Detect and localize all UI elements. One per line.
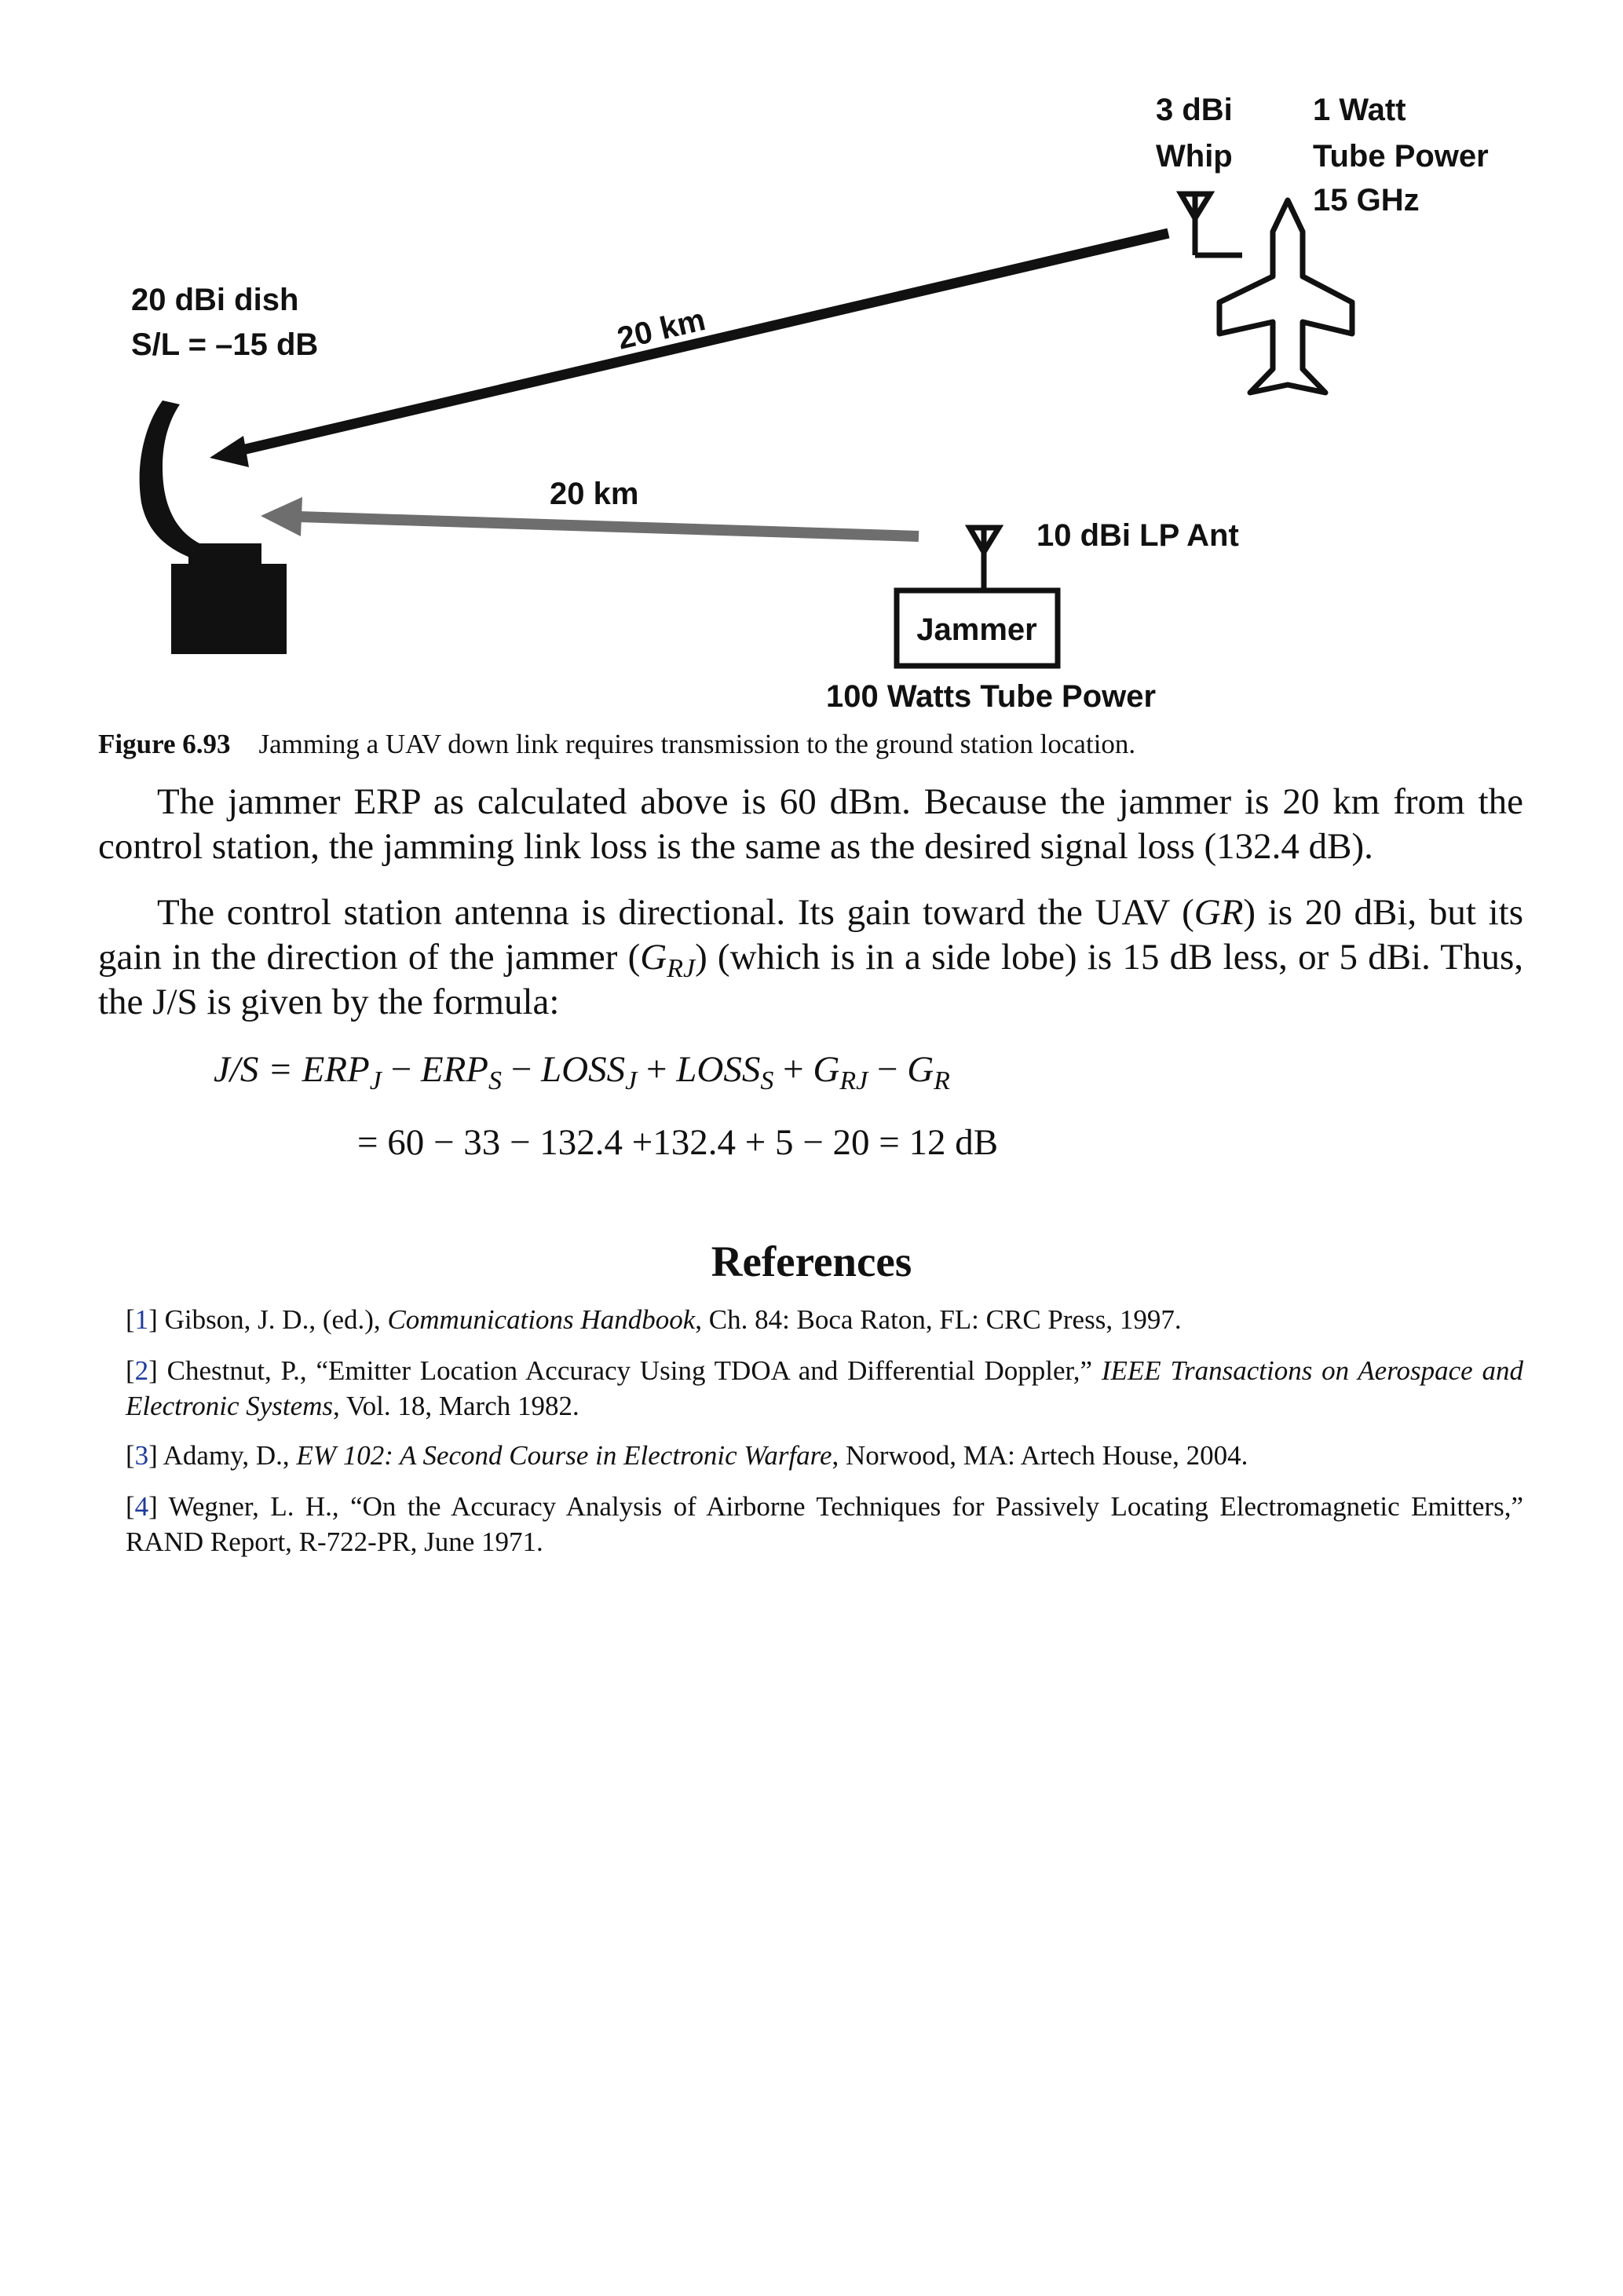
paragraph-antenna-gain	[98, 890, 1523, 1025]
whip-antenna-icon	[1181, 194, 1242, 255]
formula-term-losss-sub: S	[760, 1066, 774, 1095]
formula-term-grj-base: G	[813, 1049, 840, 1090]
reference-item: [4] Wegner, L. H., “On the Accuracy Analysis of Airborne Techniques for Passively Locating Electromagnetic Emitters,” RAND Report, R-722-PR, June 1971.	[126, 1491, 1523, 1557]
reference-text: Wegner, L. H., “On the Accuracy Analysis of Airborne Techniques for Passively Locating Electromagnetic Emitters,” RAND Report, R-722-PR, June 1971.	[126, 1491, 1523, 1557]
reference-item: [2] Chestnut, P., “Emitter Location Accuracy Using TDOA and Differential Doppler,” IEEE Transactions on Aerospace and Electronic Systems, Vol. 18, March 1982.	[126, 1355, 1524, 1421]
reference-number[interactable]: 2	[134, 1355, 149, 1386]
formula-op4: +	[773, 1049, 813, 1090]
uav-power-label-line2: Tube Power	[1313, 139, 1489, 174]
formula-op2: −	[502, 1049, 542, 1090]
reference-text: Gibson, J. D., (ed.),	[164, 1304, 388, 1335]
formula-term-erps-sub: S	[488, 1066, 503, 1095]
paragraph-antenna-gain-part2: ) is 20 dBi, but its gain in the direction of the jammer (	[98, 892, 1524, 978]
reference-title: Communications Handbook	[387, 1304, 696, 1335]
formula-term-erps-base: ERP	[420, 1049, 489, 1090]
reference-text-tail: , Ch. 84: Boca Raton, FL: CRC Press, 1997.	[695, 1304, 1182, 1335]
jammer-link-distance: 20 km	[550, 477, 639, 511]
dish-label-line2: S/L = –15 dB	[131, 327, 319, 362]
reference-title: IEEE Transactions on Aerospace and Electronic Systems	[126, 1355, 1524, 1421]
jammer-box-label: Jammer	[916, 612, 1037, 647]
uav-antenna-label-line1: 3 dBi	[1156, 93, 1233, 127]
reference-item: [3] Adamy, D., EW 102: A Second Course in Electronic Warfare, Norwood, MA: Artech House, 2004.	[126, 1440, 1248, 1471]
figure-caption-text: Jamming a UAV down link requires transmission to the ground station location.	[258, 729, 1136, 759]
reference-text: Chestnut, P., “Emitter Location Accuracy Using TDOA and Differential Doppler,”	[166, 1355, 1102, 1386]
uav-antenna-label-line2: Whip	[1156, 139, 1233, 174]
formula-op1: −	[381, 1049, 421, 1090]
formula-term-erps	[420, 1049, 503, 1095]
desired-link-distance: 20 km	[614, 302, 709, 356]
references-heading: References	[711, 1238, 912, 1285]
jammer-antenna-icon	[970, 528, 999, 590]
dish-label-line1: 20 dBi dish	[131, 283, 299, 317]
formula-term-erpj	[302, 1049, 382, 1095]
formula-term-erpj-sub: J	[369, 1066, 382, 1095]
reference-text-tail: , Norwood, MA: Artech House, 2004.	[832, 1440, 1248, 1471]
formula-term-lossj	[541, 1049, 638, 1095]
formula-term-gr	[907, 1049, 950, 1095]
formula-term-lossj-base: LOSS	[541, 1049, 626, 1090]
jammer-power-label: 100 Watts Tube Power	[826, 679, 1157, 714]
formula-op5: −	[868, 1049, 908, 1090]
figure-label: Figure 6.93	[98, 729, 231, 759]
uav-aircraft-icon	[1219, 200, 1352, 393]
paragraph-antenna-gain-part1: The control station antenna is directional. Its gain toward the UAV (	[157, 892, 1194, 933]
formula-term-lossj-sub: J	[625, 1066, 638, 1095]
reference-number[interactable]: 4	[134, 1491, 149, 1522]
reference-title: EW 102: A Second Course in Electronic Warfare	[296, 1440, 832, 1471]
paragraph-antenna-gain-part3: ) (which is in a side lobe) is 15 dB less, or 5 dBi. Thus, the J/S is given by the formula:	[98, 937, 1523, 1022]
js-formula	[214, 1048, 950, 1095]
gr-symbol: GR	[1193, 892, 1244, 933]
formula-lhs: J/S =	[214, 1049, 302, 1090]
dish-antenna-icon	[140, 400, 287, 654]
reference-number[interactable]: 1	[134, 1304, 149, 1335]
reference-number[interactable]: 3	[134, 1440, 149, 1471]
jammer-antenna-label: 10 dBi LP Ant	[1036, 518, 1239, 553]
formula-term-losss-base: LOSS	[676, 1049, 761, 1090]
formula-term-erpj-base: ERP	[302, 1049, 370, 1090]
formula-term-losss	[676, 1049, 774, 1095]
reference-item: [1] Gibson, J. D., (ed.), Communications Handbook, Ch. 84: Boca Raton, FL: CRC Press, 1997.	[126, 1304, 1182, 1335]
grj-symbol	[640, 937, 696, 983]
reference-text-tail: , Vol. 18, March 1982.	[333, 1391, 579, 1421]
formula-term-gr-sub: R	[934, 1066, 950, 1095]
grj-base: G	[640, 937, 667, 978]
formula-term-gr-base: G	[907, 1049, 934, 1090]
figure-caption	[98, 729, 1135, 760]
formula-term-grj-sub: RJ	[839, 1066, 868, 1095]
formula-op3: +	[637, 1049, 677, 1090]
uav-power-label-line1: 1 Watt	[1313, 93, 1406, 127]
paragraph-jammer-erp: The jammer ERP as calculated above is 60 dBm. Because the jammer is 20 km from the control station, the jamming link loss is the same as the desired signal loss (132.4 dB).	[98, 781, 1523, 867]
reference-text: Adamy, D.,	[163, 1440, 297, 1471]
formula-term-grj	[813, 1049, 868, 1095]
desired-signal-arrow	[210, 233, 1168, 467]
grj-subscript: RJ	[667, 954, 696, 983]
js-formula-result: = 60 − 33 − 132.4 +132.4 + 5 − 20 = 12 dB	[357, 1122, 999, 1163]
jamming-diagram	[79, 79, 1531, 730]
uav-power-label-line3: 15 GHz	[1313, 183, 1420, 218]
